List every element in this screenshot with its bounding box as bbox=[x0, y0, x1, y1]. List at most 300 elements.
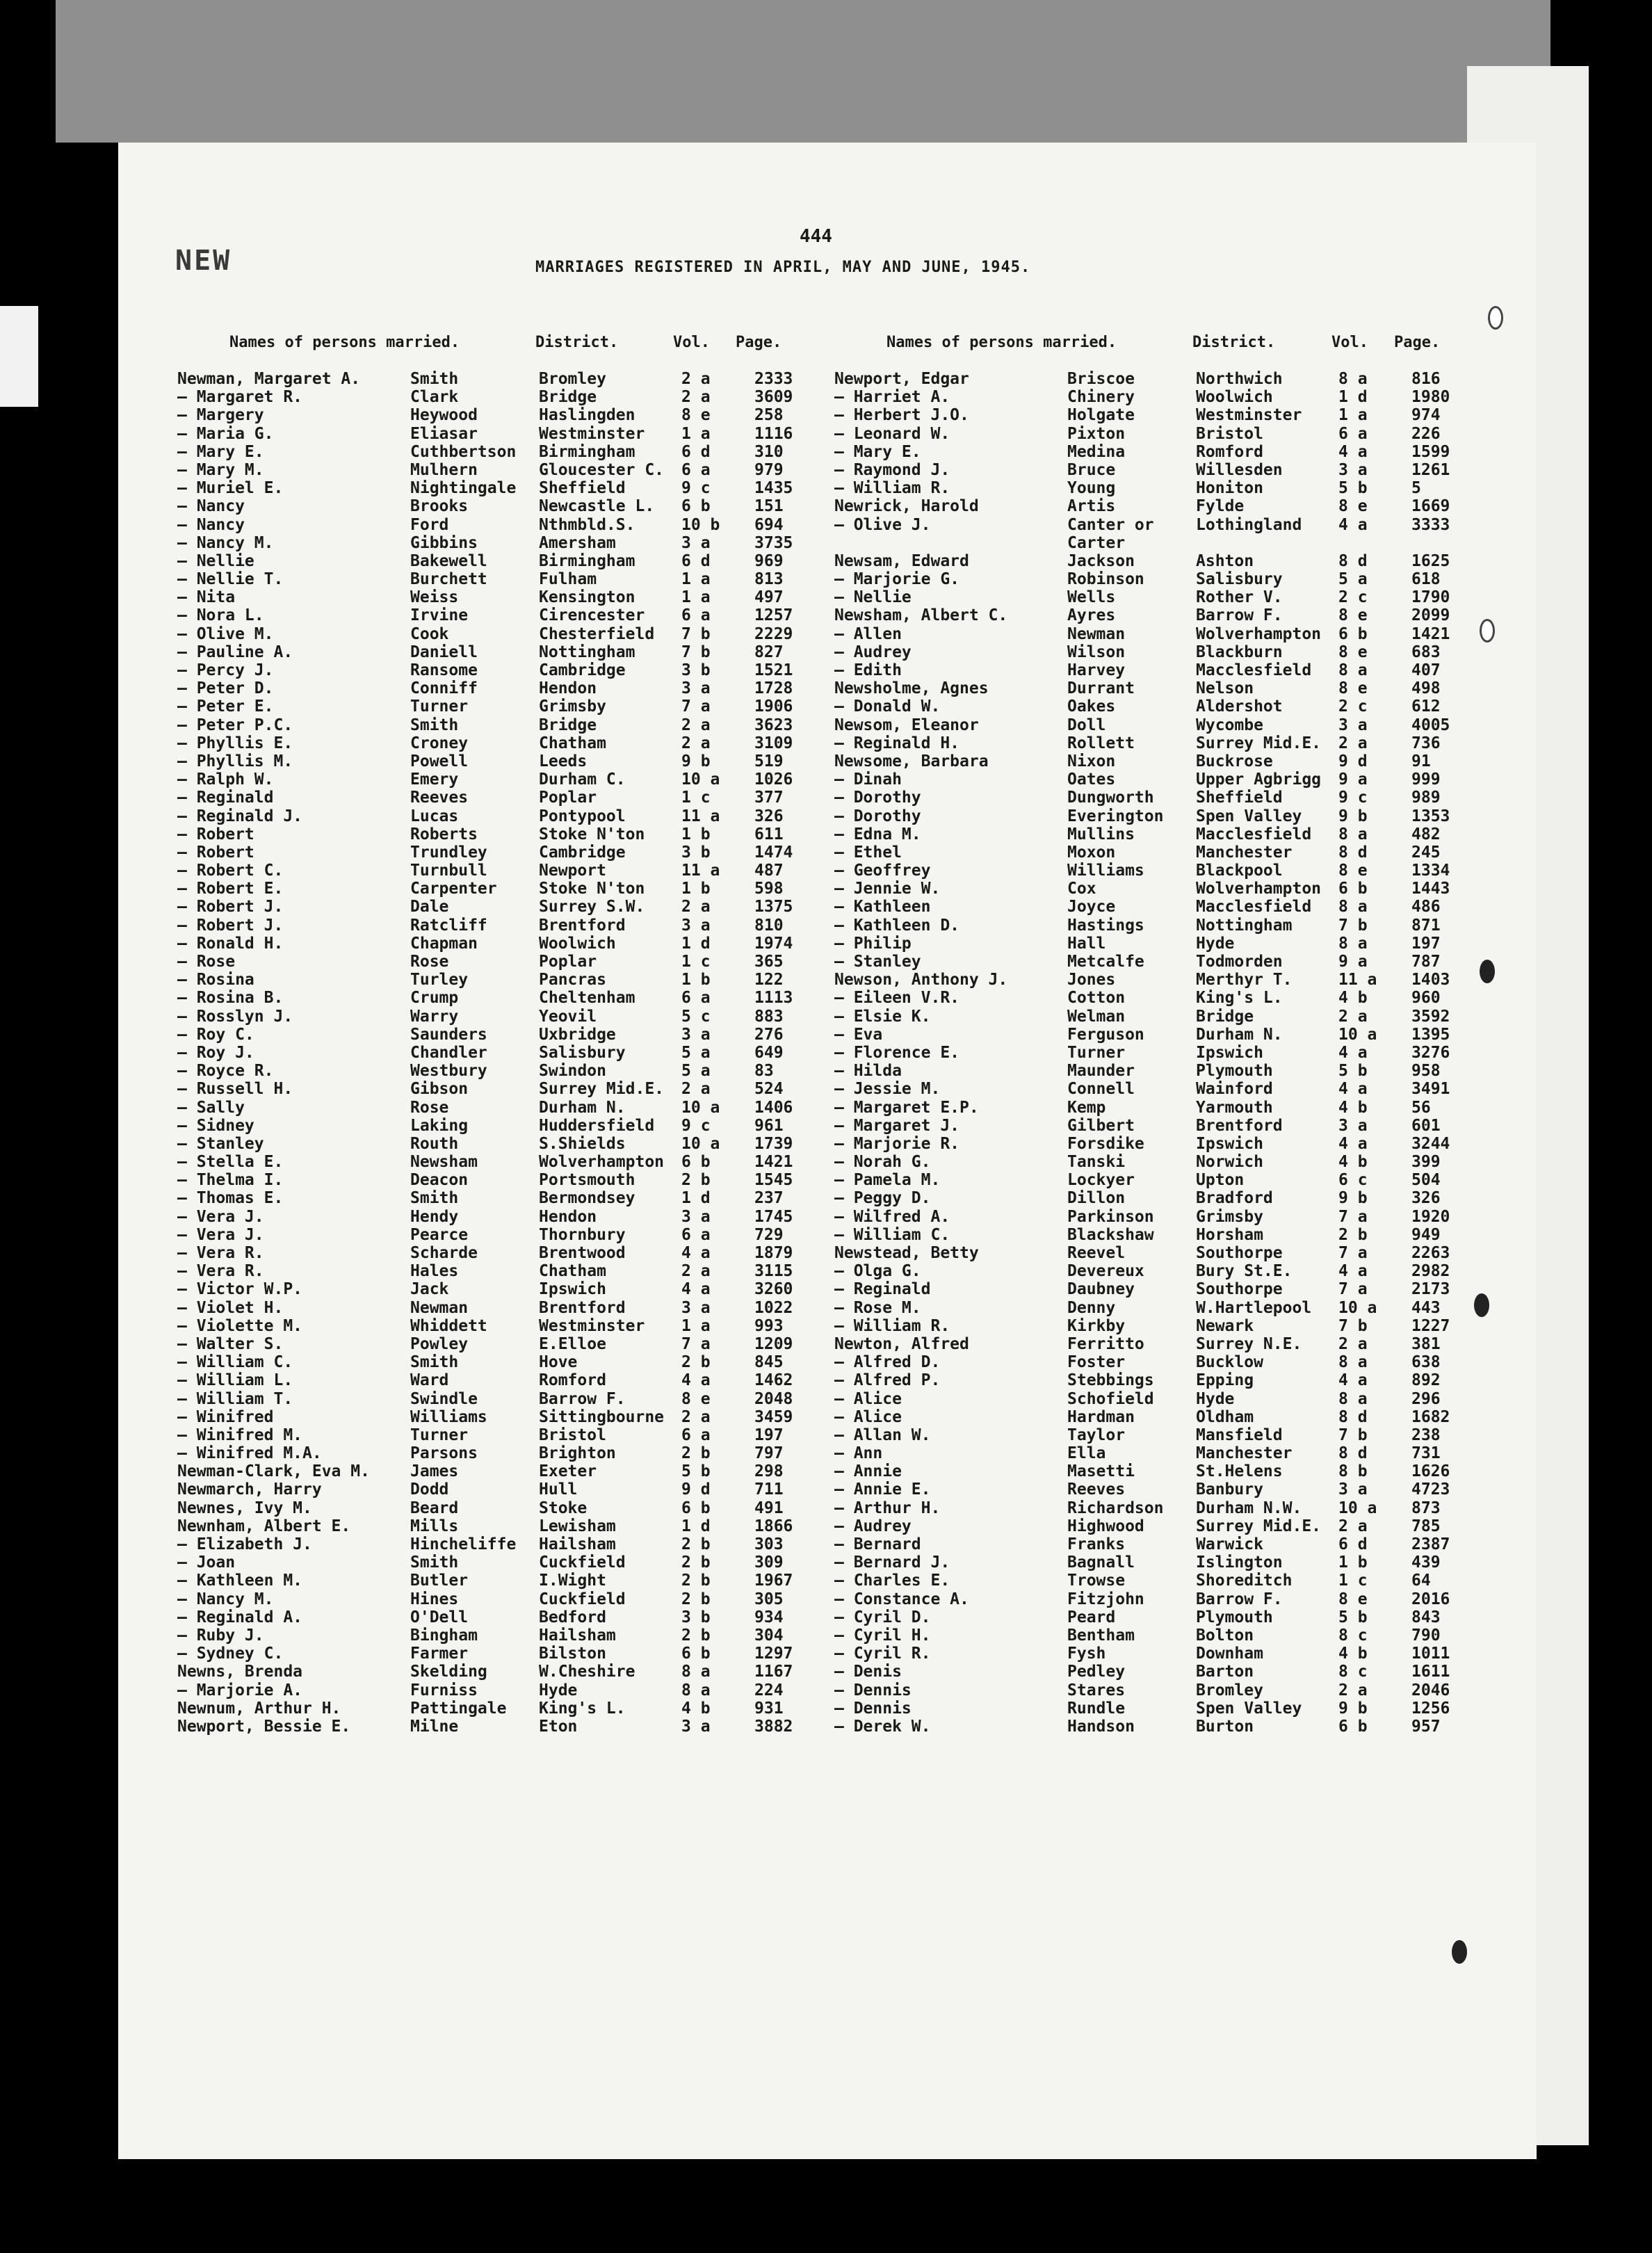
entry-name: — Royce R. bbox=[177, 1062, 274, 1081]
entry-spouse-surname: Joyce bbox=[1067, 898, 1116, 916]
entry-spouse-surname: Bentham bbox=[1067, 1626, 1135, 1645]
entry-volume: 1 a bbox=[681, 424, 711, 443]
entry-spouse-surname: Parkinson bbox=[1067, 1207, 1154, 1226]
entry-volume: 8 e bbox=[1338, 862, 1368, 880]
entry-page: 498 bbox=[1411, 679, 1441, 698]
entry-page: 3623 bbox=[754, 716, 793, 734]
entry-name: Newman-Clark, Eva M. bbox=[177, 1462, 370, 1481]
entry-spouse-surname: Richardson bbox=[1067, 1499, 1164, 1517]
entry-district: Southorpe bbox=[1196, 1244, 1283, 1262]
entry-name: — Roy J. bbox=[177, 1043, 254, 1062]
entry-spouse-surname: Bakewell bbox=[410, 551, 487, 570]
entry-district: Grimsby bbox=[539, 697, 606, 716]
entry-page: 91 bbox=[1411, 752, 1431, 770]
entry-name: — Annie bbox=[834, 1462, 902, 1481]
entry-spouse-surname: Devereux bbox=[1067, 1262, 1144, 1281]
entry-page: 1790 bbox=[1411, 588, 1450, 607]
entry-page: 2229 bbox=[754, 624, 793, 643]
entry-spouse-surname: Cuthbertson bbox=[410, 442, 517, 461]
entry-name: — Olive M. bbox=[177, 624, 274, 643]
entry-spouse-surname: Denny bbox=[1067, 1298, 1116, 1317]
entry-volume: 3 b bbox=[681, 1608, 711, 1626]
entry-spouse-surname: Saunders bbox=[410, 1025, 487, 1044]
entry-spouse-surname: Young bbox=[1067, 479, 1116, 498]
entry-district: Bury St.E. bbox=[1196, 1262, 1293, 1281]
entry-name: — Alice bbox=[834, 1389, 902, 1408]
entry-volume: 2 a bbox=[1338, 1334, 1368, 1353]
entry-spouse-surname: Carpenter bbox=[410, 880, 497, 898]
entry-spouse-surname: Schofield bbox=[1067, 1389, 1154, 1408]
entry-district: Nthmbld.S. bbox=[539, 515, 635, 534]
entry-volume: 7 b bbox=[1338, 1426, 1368, 1444]
entry-name: — Peter P.C. bbox=[177, 716, 293, 734]
entry-page: 1866 bbox=[754, 1517, 793, 1535]
entry-spouse-surname: Tanski bbox=[1067, 1153, 1126, 1172]
entry-page: 1113 bbox=[754, 989, 793, 1008]
entry-district: Birmingham bbox=[539, 442, 635, 461]
entry-spouse-surname: Westbury bbox=[410, 1062, 487, 1081]
entry-volume: 1 d bbox=[1338, 388, 1368, 407]
entry-district: Wycombe bbox=[1196, 716, 1263, 734]
entry-page: 961 bbox=[754, 1116, 784, 1135]
entry-volume: 2 b bbox=[1338, 1225, 1368, 1244]
entry-volume: 7 b bbox=[681, 643, 711, 661]
entry-page: 2263 bbox=[1411, 1244, 1450, 1262]
entry-page: 1406 bbox=[754, 1098, 793, 1117]
entry-page: 1403 bbox=[1411, 971, 1450, 990]
entry-spouse-surname: Turley bbox=[410, 971, 469, 990]
entry-spouse-surname: Hales bbox=[410, 1262, 459, 1281]
entry-name: — Eva bbox=[834, 1025, 883, 1044]
entry-district: Chatham bbox=[539, 1262, 606, 1281]
entry-district: Todmorden bbox=[1196, 953, 1283, 971]
entry-page: 3260 bbox=[754, 1280, 793, 1299]
entry-district: Poplar bbox=[539, 953, 597, 971]
entry-name: — Edna M. bbox=[834, 825, 921, 843]
entry-spouse-surname: Ward bbox=[410, 1371, 449, 1390]
entry-name: — Denis bbox=[834, 1663, 902, 1681]
entry-page: 993 bbox=[754, 1316, 784, 1335]
entry-page: 1116 bbox=[754, 424, 793, 443]
entry-page: 1334 bbox=[1411, 862, 1450, 880]
entry-name: — Thelma I. bbox=[177, 1171, 284, 1190]
entry-page: 305 bbox=[754, 1590, 784, 1608]
entry-spouse-surname: Reeves bbox=[410, 789, 469, 807]
entry-district: Nottingham bbox=[1196, 916, 1293, 935]
entry-name: — Phyllis M. bbox=[177, 752, 293, 770]
page-title: MARRIAGES REGISTERED IN APRIL, MAY AND JUNE, 1945. bbox=[535, 259, 1031, 276]
entry-volume: 9 d bbox=[681, 1480, 711, 1499]
entry-volume: 4 a bbox=[1338, 1262, 1368, 1281]
entry-page: 999 bbox=[1411, 770, 1441, 789]
entry-page: 504 bbox=[1411, 1171, 1441, 1190]
entry-name: — Ruby J. bbox=[177, 1626, 264, 1645]
entry-spouse-surname: Ferritto bbox=[1067, 1334, 1144, 1353]
entry-page: 276 bbox=[754, 1025, 784, 1044]
entry-district: Norwich bbox=[1196, 1153, 1263, 1172]
entry-name: — Margery bbox=[177, 406, 264, 425]
entry-volume: 2 b bbox=[681, 1353, 711, 1372]
entry-district: Durham C. bbox=[539, 770, 626, 789]
entry-volume: 3 a bbox=[681, 1207, 711, 1226]
entry-page: 3592 bbox=[1411, 1007, 1450, 1026]
entry-page: 790 bbox=[1411, 1626, 1441, 1645]
entry-page: 1421 bbox=[1411, 624, 1450, 643]
entry-spouse-surname: Butler bbox=[410, 1572, 469, 1590]
entry-spouse-surname: Oates bbox=[1067, 770, 1116, 789]
entry-name: — Olive J. bbox=[834, 515, 931, 534]
entry-spouse-surname: Forsdike bbox=[1067, 1134, 1144, 1153]
entry-name: — Raymond J. bbox=[834, 460, 950, 479]
entry-name: — Muriel E. bbox=[177, 479, 284, 498]
entry-volume: 4 a bbox=[1338, 1043, 1368, 1062]
entry-volume: 5 a bbox=[681, 1043, 711, 1062]
entry-spouse-surname: Furniss bbox=[410, 1681, 478, 1699]
entry-name: Newnham, Albert E. bbox=[177, 1517, 351, 1535]
entry-volume: 3 a bbox=[681, 1025, 711, 1044]
entry-spouse-surname: Highwood bbox=[1067, 1517, 1144, 1535]
entry-name: — Stella E. bbox=[177, 1153, 284, 1172]
entry-district: Upper Agbrigg bbox=[1196, 770, 1322, 789]
entry-name: — Peggy D. bbox=[834, 1189, 931, 1208]
entry-volume: 1 a bbox=[681, 588, 711, 607]
entry-page: 797 bbox=[754, 1444, 784, 1463]
entry-spouse-surname: Mullins bbox=[1067, 825, 1135, 843]
entry-name: — Nellie bbox=[834, 588, 912, 607]
entry-volume: 6 b bbox=[1338, 880, 1368, 898]
entry-volume: 8 b bbox=[1338, 1462, 1368, 1481]
entry-volume: 4 b bbox=[681, 1699, 711, 1718]
entry-volume: 2 c bbox=[1338, 697, 1368, 716]
entry-district: Cuckfield bbox=[539, 1553, 626, 1572]
entry-district: Gloucester C. bbox=[539, 460, 665, 479]
entry-page: 649 bbox=[754, 1043, 784, 1062]
entry-volume: 10 a bbox=[681, 770, 720, 789]
entry-page: 618 bbox=[1411, 570, 1441, 589]
entry-name: Newman, Margaret A. bbox=[177, 370, 361, 388]
entry-district: Cirencester bbox=[539, 606, 645, 625]
entry-name: — Charles E. bbox=[834, 1572, 950, 1590]
entry-district: Hyde bbox=[1196, 1389, 1235, 1408]
entry-volume: 9 c bbox=[681, 1116, 711, 1135]
entry-name: — Reginald H. bbox=[834, 734, 960, 752]
entry-spouse-surname: Laking bbox=[410, 1116, 469, 1135]
entry-name: — Margaret E.P. bbox=[834, 1098, 979, 1117]
entry-page: 612 bbox=[1411, 697, 1441, 716]
entry-volume: 2 a bbox=[681, 1080, 711, 1099]
entry-name: — Sidney bbox=[177, 1116, 254, 1135]
entry-district: Cambridge bbox=[539, 843, 626, 862]
entry-spouse-surname: Ford bbox=[410, 515, 449, 534]
entry-volume: 8 a bbox=[1338, 934, 1368, 953]
entry-page: 2173 bbox=[1411, 1280, 1450, 1299]
entry-district: Westminster bbox=[539, 424, 645, 443]
entry-spouse-surname: Cook bbox=[410, 624, 449, 643]
entry-page: 258 bbox=[754, 406, 784, 425]
entry-page: 1261 bbox=[1411, 460, 1450, 479]
entry-district: Hove bbox=[539, 1353, 578, 1372]
entry-volume: 7 a bbox=[681, 697, 711, 716]
entry-name: — Kathleen bbox=[834, 898, 931, 916]
entry-volume: 4 a bbox=[1338, 442, 1368, 461]
entry-page: 934 bbox=[754, 1608, 784, 1626]
entry-name: — Robert bbox=[177, 843, 254, 862]
entry-name: — Marjorie A. bbox=[177, 1681, 303, 1699]
entry-volume: 1 b bbox=[681, 880, 711, 898]
entry-district: Romford bbox=[1196, 442, 1263, 461]
entry-volume: 10 a bbox=[1338, 1025, 1377, 1044]
entry-page: 309 bbox=[754, 1553, 784, 1572]
entry-page: 296 bbox=[1411, 1389, 1441, 1408]
entry-page: 1462 bbox=[754, 1371, 793, 1390]
entry-district: Chatham bbox=[539, 734, 606, 752]
entry-name: — Pauline A. bbox=[177, 643, 293, 661]
header-names-right: Names of persons married. bbox=[886, 334, 1117, 351]
entry-district: Barrow F. bbox=[1196, 606, 1283, 625]
entry-page: 974 bbox=[1411, 406, 1441, 425]
entry-name: — Dennis bbox=[834, 1681, 912, 1699]
entry-district: Aldershot bbox=[1196, 697, 1283, 716]
entry-district: Bradford bbox=[1196, 1189, 1273, 1208]
entry-volume: 2 c bbox=[1338, 588, 1368, 607]
entry-volume: 8 e bbox=[1338, 606, 1368, 625]
entry-spouse-surname: Lucas bbox=[410, 807, 459, 825]
entry-district: Yarmouth bbox=[1196, 1098, 1273, 1117]
entry-spouse-surname: Routh bbox=[410, 1134, 459, 1153]
entry-name: — Alice bbox=[834, 1407, 902, 1426]
entry-page: 2048 bbox=[754, 1389, 793, 1408]
entry-name: — Kathleen D. bbox=[834, 916, 960, 935]
entry-name: Newsham, Albert C. bbox=[834, 606, 1008, 625]
entry-page: 486 bbox=[1411, 898, 1441, 916]
entry-spouse-surname: Hardman bbox=[1067, 1407, 1135, 1426]
entry-volume: 1 a bbox=[1338, 406, 1368, 425]
entry-spouse-surname: Beard bbox=[410, 1499, 459, 1517]
entry-page: 1669 bbox=[1411, 497, 1450, 516]
entry-volume: 9 d bbox=[1338, 752, 1368, 770]
entry-spouse-surname: Skelding bbox=[410, 1663, 487, 1681]
entry-page: 3459 bbox=[754, 1407, 793, 1426]
entry-volume: 8 a bbox=[1338, 898, 1368, 916]
entry-district: Merthyr T. bbox=[1196, 971, 1293, 990]
entry-spouse-surname: James bbox=[410, 1462, 459, 1481]
entry-district: Fulham bbox=[539, 570, 597, 589]
entry-district: Manchester bbox=[1196, 1444, 1293, 1463]
entry-name: — Allen bbox=[834, 624, 902, 643]
entry-volume: 4 b bbox=[1338, 1645, 1368, 1663]
entry-spouse-surname: Harvey bbox=[1067, 661, 1126, 679]
entry-district: Ipswich bbox=[539, 1280, 606, 1299]
entry-volume: 7 a bbox=[681, 1334, 711, 1353]
entry-volume: 2 b bbox=[681, 1444, 711, 1463]
entry-spouse-surname: Mills bbox=[410, 1517, 459, 1535]
entry-name: Newson, Anthony J. bbox=[834, 971, 1008, 990]
entry-district: Yeovil bbox=[539, 1007, 597, 1026]
entry-page: 1443 bbox=[1411, 880, 1450, 898]
entry-volume: 6 a bbox=[681, 460, 711, 479]
entry-volume: 10 a bbox=[681, 1098, 720, 1117]
entry-volume: 2 a bbox=[1338, 1517, 1368, 1535]
entry-volume: 8 a bbox=[681, 1681, 711, 1699]
entry-page: 638 bbox=[1411, 1353, 1441, 1372]
entry-volume: 2 b bbox=[681, 1171, 711, 1190]
entry-spouse-surname: Ratcliff bbox=[410, 916, 487, 935]
entry-page: 729 bbox=[754, 1225, 784, 1244]
entry-name: — Dennis bbox=[834, 1699, 912, 1718]
entry-district: Uxbridge bbox=[539, 1025, 616, 1044]
entry-volume: 9 b bbox=[1338, 807, 1368, 825]
entry-spouse-surname: Metcalfe bbox=[1067, 953, 1144, 971]
entry-district: Lothingland bbox=[1196, 515, 1302, 534]
entry-name: — Thomas E. bbox=[177, 1189, 284, 1208]
entry-volume: 2 b bbox=[681, 1590, 711, 1608]
entry-spouse-surname: Oakes bbox=[1067, 697, 1116, 716]
entry-page: 407 bbox=[1411, 661, 1441, 679]
entry-district: Woolwich bbox=[1196, 388, 1273, 407]
entry-volume: 6 b bbox=[681, 1153, 711, 1172]
entry-name: — Ronald H. bbox=[177, 934, 284, 953]
entry-spouse-surname: Warry bbox=[410, 1007, 459, 1026]
punch-hole-icon bbox=[1480, 960, 1495, 983]
entry-district: Stoke bbox=[539, 1499, 588, 1517]
entry-page: 3609 bbox=[754, 388, 793, 407]
entry-page: 1739 bbox=[754, 1134, 793, 1153]
entry-name: Newsome, Barbara bbox=[834, 752, 989, 770]
entry-page: 3491 bbox=[1411, 1080, 1450, 1099]
entry-spouse-surname: Rose bbox=[410, 1098, 449, 1117]
entry-volume: 1 d bbox=[681, 1517, 711, 1535]
entry-volume: 9 a bbox=[1338, 770, 1368, 789]
entry-page: 1353 bbox=[1411, 807, 1450, 825]
entry-spouse-surname: Smith bbox=[410, 1553, 459, 1572]
entry-name: — Robert J. bbox=[177, 916, 284, 935]
entry-district: Amersham bbox=[539, 533, 616, 552]
entry-page: 237 bbox=[754, 1189, 784, 1208]
entry-district: Bermondsey bbox=[539, 1189, 635, 1208]
entry-name: — Winifred M.A. bbox=[177, 1444, 322, 1463]
entry-volume: 3 a bbox=[1338, 1480, 1368, 1499]
entry-name: — Robert E. bbox=[177, 880, 284, 898]
entry-volume: 5 c bbox=[681, 1007, 711, 1026]
entry-name: — Nancy bbox=[177, 515, 245, 534]
entry-volume: 6 b bbox=[681, 1645, 711, 1663]
entry-name: — Dorothy bbox=[834, 789, 921, 807]
entry-name: Newnes, Ivy M. bbox=[177, 1499, 312, 1517]
entry-district: Blackburn bbox=[1196, 643, 1283, 661]
entry-name: — Rosina bbox=[177, 971, 254, 990]
entry-district: Spen Valley bbox=[1196, 1699, 1302, 1718]
entry-name: — Ann bbox=[834, 1444, 883, 1463]
entry-volume: 8 d bbox=[1338, 1407, 1368, 1426]
entry-name: — Rosslyn J. bbox=[177, 1007, 293, 1026]
entry-page: 1980 bbox=[1411, 388, 1450, 407]
entry-spouse-surname: Peard bbox=[1067, 1608, 1116, 1626]
entry-volume: 2 b bbox=[681, 1535, 711, 1553]
entry-district: King's L. bbox=[539, 1699, 626, 1718]
entry-district: Surrey S.W. bbox=[539, 898, 645, 916]
entry-spouse-surname: Williams bbox=[410, 1407, 487, 1426]
entry-page: 303 bbox=[754, 1535, 784, 1553]
entry-spouse-surname: Nightingale bbox=[410, 479, 517, 498]
entry-spouse-surname: Turner bbox=[410, 697, 469, 716]
entry-spouse-surname: Hincheliffe bbox=[410, 1535, 517, 1553]
entry-name: — William L. bbox=[177, 1371, 293, 1390]
entry-volume: 2 a bbox=[681, 1262, 711, 1281]
entry-district: Horsham bbox=[1196, 1225, 1263, 1244]
entry-spouse-surname: Hall bbox=[1067, 934, 1106, 953]
entry-name: — Cyril R. bbox=[834, 1645, 931, 1663]
entry-volume: 4 a bbox=[1338, 1134, 1368, 1153]
entry-volume: 2 b bbox=[681, 1572, 711, 1590]
entry-spouse-surname: Kirkby bbox=[1067, 1316, 1126, 1335]
entry-district: Haslingden bbox=[539, 406, 635, 425]
entry-district: Bolton bbox=[1196, 1626, 1254, 1645]
entry-page: 4005 bbox=[1411, 716, 1450, 734]
entry-page: 601 bbox=[1411, 1116, 1441, 1135]
entry-page: 1599 bbox=[1411, 442, 1450, 461]
entry-spouse-surname: Irvine bbox=[410, 606, 469, 625]
entry-volume: 8 e bbox=[1338, 643, 1368, 661]
entry-district: Durham N. bbox=[539, 1098, 626, 1117]
entry-volume: 4 b bbox=[1338, 1153, 1368, 1172]
entry-volume: 4 a bbox=[681, 1280, 711, 1299]
entry-volume: 1 c bbox=[681, 953, 711, 971]
entry-district: Upton bbox=[1196, 1171, 1245, 1190]
entry-page: 83 bbox=[754, 1062, 774, 1081]
entry-page: 1256 bbox=[1411, 1699, 1450, 1718]
entry-district: W.Hartlepool bbox=[1196, 1298, 1312, 1317]
entry-spouse-surname: Daniell bbox=[410, 643, 478, 661]
entry-volume: 6 b bbox=[681, 1499, 711, 1517]
entry-spouse-surname: Ella bbox=[1067, 1444, 1106, 1463]
entry-spouse-surname: Jack bbox=[410, 1280, 449, 1299]
entry-spouse-surname: Weiss bbox=[410, 588, 459, 607]
entry-name: Newton, Alfred bbox=[834, 1334, 969, 1353]
entry-district: Westminster bbox=[1196, 406, 1302, 425]
entry-district: Shoreditch bbox=[1196, 1572, 1293, 1590]
entry-name: — Dorothy bbox=[834, 807, 921, 825]
entry-district: Hyde bbox=[539, 1681, 578, 1699]
entry-name: — Nancy M. bbox=[177, 1590, 274, 1608]
entry-district: Swindon bbox=[539, 1062, 606, 1081]
entry-page: 843 bbox=[1411, 1608, 1441, 1626]
entry-volume: 4 b bbox=[1338, 1098, 1368, 1117]
entry-page: 226 bbox=[1411, 424, 1441, 443]
entry-name: — Sally bbox=[177, 1098, 245, 1117]
entry-spouse-surname: Rose bbox=[410, 953, 449, 971]
entry-district: Macclesfield bbox=[1196, 825, 1312, 843]
entry-district: Bridge bbox=[1196, 1007, 1254, 1026]
entry-page: 845 bbox=[754, 1353, 784, 1372]
entry-spouse-surname: Carter bbox=[1067, 533, 1126, 552]
entry-page: 487 bbox=[754, 862, 784, 880]
entry-volume: 8 c bbox=[1338, 1663, 1368, 1681]
entry-volume: 7 a bbox=[1338, 1280, 1368, 1299]
entry-spouse-surname: Mulhern bbox=[410, 460, 478, 479]
entry-name: — Mary E. bbox=[834, 442, 921, 461]
entry-page: 1167 bbox=[754, 1663, 793, 1681]
entry-spouse-surname: Brooks bbox=[410, 497, 469, 516]
entry-page: 2387 bbox=[1411, 1535, 1450, 1553]
entry-spouse-surname: Cotton bbox=[1067, 989, 1126, 1008]
entry-page: 439 bbox=[1411, 1553, 1441, 1572]
entry-spouse-surname: Moxon bbox=[1067, 843, 1116, 862]
entry-name: — Ethel bbox=[834, 843, 902, 862]
entry-page: 949 bbox=[1411, 1225, 1441, 1244]
entry-page: 365 bbox=[754, 953, 784, 971]
entry-page: 731 bbox=[1411, 1444, 1441, 1463]
entry-volume: 1 b bbox=[681, 971, 711, 990]
